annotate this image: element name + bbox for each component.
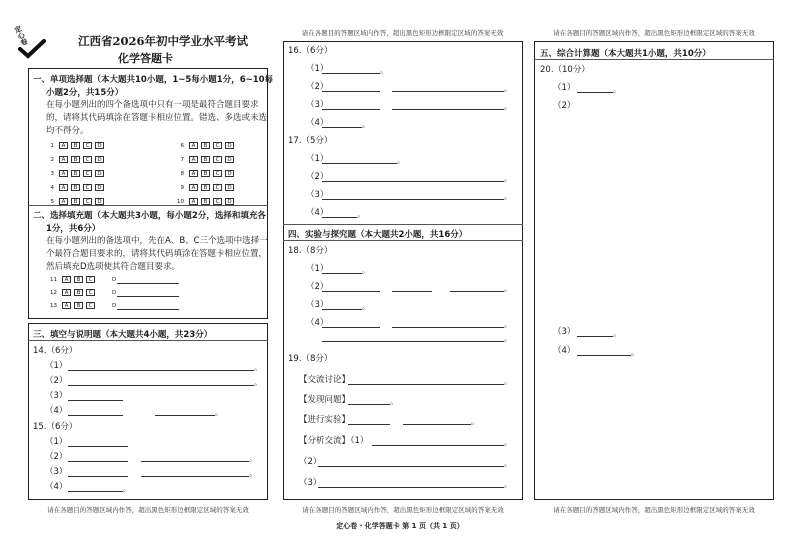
answer-line[interactable] (141, 476, 249, 477)
section1-desc-3: 均不得分。 (46, 126, 89, 136)
fill-choice-row[interactable] (45, 302, 116, 309)
q15-label: 15.（6分） (33, 422, 78, 432)
page-title: 江西省2026年初中学业水平考试 (78, 34, 249, 48)
answer-line[interactable] (318, 466, 504, 467)
bubble-b[interactable]: B (201, 198, 210, 205)
mc-number: 6 (180, 142, 184, 149)
answer-line[interactable] (403, 424, 471, 425)
period: 。 (504, 334, 512, 343)
bubble-d[interactable]: D (225, 156, 234, 163)
q19-label-discuss: 【交流讨论】 (299, 375, 351, 385)
bubble-d[interactable]: D (225, 142, 234, 149)
answer-line[interactable] (392, 327, 504, 328)
bubble-b[interactable]: B (201, 156, 210, 163)
answer-line[interactable] (322, 163, 397, 164)
bubble-b[interactable]: B (201, 142, 210, 149)
bubble-a[interactable]: A (59, 142, 68, 149)
bubble-d[interactable]: D (225, 198, 234, 205)
section3-heading: 三、填空与说明题（本大题共4小题，共23分） (33, 330, 213, 340)
bubble-c[interactable]: C (83, 184, 92, 191)
q15-item-1: （1） (45, 437, 68, 447)
answer-line[interactable] (117, 309, 179, 310)
bubble-c[interactable]: C (213, 142, 222, 149)
q16-item-2: （2） (306, 82, 329, 92)
q19-label: 19.（8分） (288, 354, 333, 364)
bubble-d[interactable]: D (225, 170, 234, 177)
answer-line[interactable] (68, 385, 254, 386)
period: 。 (357, 210, 365, 219)
section-divider (283, 240, 523, 241)
q19-sub-3: （3） (299, 478, 322, 488)
bottom-notice-col3: 请在各题目的答题区域内作答，超出黑色矩形边框限定区域的答案无效 (553, 506, 755, 514)
q18-item-2: （2） (306, 282, 329, 292)
answer-line[interactable] (155, 415, 215, 416)
answer-line[interactable] (372, 445, 504, 446)
q16-item-3: （3） (306, 100, 329, 110)
q20-item-4: （4） (553, 346, 576, 356)
bubble-b[interactable]: B (71, 156, 80, 163)
answer-line[interactable] (348, 384, 504, 385)
bubble-c[interactable]: C (213, 184, 222, 191)
page-subtitle: 化学答题卡 (118, 52, 173, 65)
answer-line[interactable] (68, 491, 123, 492)
seal-logo (14, 25, 44, 59)
period: 。 (249, 469, 257, 478)
answer-line[interactable] (68, 400, 123, 401)
q15-item-4: （4） (45, 482, 68, 492)
q19-sub-1: （1） (346, 436, 369, 446)
section1-heading-2: 小题2分，共15分） (46, 88, 124, 98)
answer-line[interactable] (577, 92, 613, 93)
period: 。 (613, 329, 621, 338)
bubble-b[interactable]: B (74, 302, 83, 309)
bubble-c[interactable]: C (213, 198, 222, 205)
period: 。 (249, 454, 257, 463)
q20-item-3: （3） (553, 327, 576, 337)
mc-row[interactable] (175, 170, 235, 177)
answer-line[interactable] (348, 404, 390, 405)
bubble-c[interactable]: C (213, 170, 222, 177)
period: 。 (123, 484, 131, 493)
q14-label: 14.（6分） (33, 346, 78, 356)
q14-item-4: （4） (45, 406, 68, 416)
bubble-a[interactable]: A (62, 289, 71, 296)
bubble-a[interactable]: A (62, 302, 71, 309)
bubble-b[interactable]: B (71, 170, 80, 177)
mc-number: 9 (180, 184, 184, 191)
bubble-a[interactable]: A (59, 184, 68, 191)
bubble-b[interactable]: B (201, 184, 210, 191)
mc-number: 3 (50, 170, 54, 177)
section2-heading-2: 1分，共6分） (46, 224, 101, 234)
mc-number: 12 (50, 289, 57, 296)
answer-line[interactable] (322, 217, 357, 218)
period: 。 (504, 459, 512, 468)
q18-item-1: （1） (306, 264, 329, 274)
answer-line[interactable] (318, 487, 504, 488)
period: 。 (504, 320, 512, 329)
bubble-b[interactable]: B (74, 276, 83, 283)
answer-line[interactable] (322, 327, 380, 328)
top-notice-col2: 请在各题目的答题区域内作答，超出黑色矩形边框限定区域的答案无效 (301, 29, 504, 37)
bubble-d[interactable]: D (95, 170, 104, 177)
period: 。 (631, 348, 639, 357)
period: 。 (362, 120, 370, 129)
q18-label: 18.（8分） (288, 246, 333, 256)
bubble-d[interactable]: D (95, 198, 104, 205)
top-notice-col3: 请在各题目的答题区域内作答，超出黑色矩形边框限定区域的答案无效 (553, 29, 755, 37)
answer-line[interactable] (348, 424, 390, 425)
section-divider (283, 224, 523, 225)
bottom-notice-col2: 请在各题目的答题区域内作答，超出黑色矩形边框限定区域的答案无效 (302, 506, 504, 514)
answer-line[interactable] (322, 109, 380, 110)
period: 。 (504, 84, 512, 93)
period: 。 (380, 66, 388, 75)
answer-line[interactable] (392, 291, 432, 292)
answer-line[interactable] (68, 415, 123, 416)
bubble-b[interactable]: B (71, 198, 80, 205)
q20-item-1: （1） (553, 83, 576, 93)
mc-row[interactable] (175, 142, 235, 149)
q14-item-3: （3） (45, 391, 68, 401)
answer-line[interactable] (392, 91, 504, 92)
period: 。 (504, 480, 512, 489)
bubble-d[interactable]: D (95, 184, 104, 191)
section1-heading-1: 一、单项选择题（本大题共10小题，1~5每小题1分，6~10每 (33, 75, 274, 85)
answer-line[interactable] (68, 461, 128, 462)
answer-line[interactable] (322, 273, 362, 274)
mc-number: 2 (50, 156, 54, 163)
bubble-c[interactable]: C (213, 156, 222, 163)
answer-line[interactable] (322, 127, 362, 128)
period: 。 (471, 417, 479, 426)
answer-line[interactable] (450, 291, 504, 292)
q17-item-4: （4） (306, 208, 329, 218)
section2-desc-1: 在每小题列出的备选项中，先在A、B、C三个选项中选择一 (46, 236, 268, 246)
answer-line[interactable] (322, 309, 362, 310)
bubble-c[interactable]: C (83, 142, 92, 149)
q14-item-1: （1） (45, 361, 68, 371)
section2-desc-2: 个最符合题目要求的，请将其代码填涂在答题卡相应位置， (46, 249, 268, 259)
q17-item-1: （1） (306, 154, 329, 164)
q15-item-2: （2） (45, 452, 68, 462)
section4-heading: 四、实验与探究题（本大题共2小题，共16分） (288, 230, 468, 240)
bubble-c[interactable]: C (83, 198, 92, 205)
q17-item-2: （2） (306, 172, 329, 182)
section5-heading: 五、综合计算题（本大题共1小题，共10分） (540, 49, 711, 59)
mc-row[interactable] (45, 198, 105, 205)
bubble-c[interactable]: C (86, 302, 95, 309)
fill-choice-row[interactable] (45, 289, 116, 296)
answer-line[interactable] (141, 461, 249, 462)
q14-item-2: （2） (45, 376, 68, 386)
mc-row[interactable] (175, 184, 235, 191)
bubble-a[interactable]: A (189, 142, 198, 149)
section1-desc-1: 在每小题列出的四个备选项中只有一项是最符合题目要求 (46, 100, 259, 110)
answer-line[interactable] (322, 341, 504, 342)
bubble-c[interactable]: C (83, 170, 92, 177)
answer-line[interactable] (117, 296, 179, 297)
seal-text: 定心卷 (12, 23, 30, 47)
period: 。 (504, 377, 512, 386)
q19-label-exp: 【进行实验】 (299, 415, 351, 425)
answer-line[interactable] (322, 291, 380, 292)
q20-label: 20.（10分） (540, 65, 590, 75)
section1-desc-2: 的，请将其代码填涂在答题卡相应位置。错选、多选或未选 (46, 113, 268, 123)
mc-row[interactable] (175, 198, 235, 205)
q18-item-4: （4） (306, 318, 329, 328)
answer-line[interactable] (577, 355, 631, 356)
bubble-a[interactable]: A (189, 184, 198, 191)
q16-item-1: （1） (306, 64, 329, 74)
period: 。 (613, 85, 621, 94)
section2-desc-3: 然后填充D选项使其符合题目要求。 (46, 262, 181, 272)
q17-label: 17.（5分） (288, 136, 333, 146)
mc-number: 13 (50, 302, 57, 309)
q15-item-3: （3） (45, 467, 68, 477)
period: 。 (504, 102, 512, 111)
q19-sub-2: （2） (299, 457, 322, 467)
answer-line[interactable] (322, 91, 380, 92)
bubble-a[interactable]: A (59, 156, 68, 163)
bubble-c[interactable]: C (83, 156, 92, 163)
period: 。 (254, 363, 262, 372)
answer-line[interactable] (392, 109, 504, 110)
period: 。 (397, 156, 405, 165)
period: 。 (215, 408, 223, 417)
period: 。 (504, 284, 512, 293)
mc-number: 1 (50, 142, 54, 149)
q19-label-analysis: 【分析交流】 (299, 436, 351, 446)
mc-number: 7 (180, 156, 184, 163)
bubble-d[interactable]: D (95, 142, 104, 149)
bubble-a[interactable]: A (189, 170, 198, 177)
mc-number: 4 (50, 184, 54, 191)
mc-number: 8 (180, 170, 184, 177)
bottom-notice-col1: 请在各题目的答题区域内作答，超出黑色矩形边框限定区域的答案无效 (47, 506, 249, 514)
period: 。 (504, 438, 512, 447)
mc-number: 11 (50, 276, 57, 283)
section-divider (534, 59, 774, 60)
answer-line[interactable] (68, 476, 128, 477)
period: 。 (362, 266, 370, 275)
bubble-a[interactable]: A (62, 276, 71, 283)
answer-line[interactable] (322, 73, 380, 74)
q20-item-2: （2） (553, 101, 576, 111)
mc-number: 10 (177, 198, 184, 205)
section-divider (28, 340, 268, 341)
mc-row[interactable] (175, 156, 235, 163)
fill-choice-row[interactable] (45, 276, 116, 283)
mc-row[interactable] (45, 184, 105, 191)
d-label: D (112, 289, 117, 296)
d-label: D (112, 302, 117, 309)
section-divider (28, 205, 268, 206)
answer-line[interactable] (322, 181, 504, 182)
answer-line[interactable] (577, 336, 613, 337)
mc-row[interactable] (45, 156, 105, 163)
period: 。 (390, 397, 398, 406)
mc-row[interactable] (45, 142, 105, 149)
answer-line[interactable] (68, 370, 254, 371)
bubble-b[interactable]: B (74, 289, 83, 296)
d-label: D (112, 276, 117, 283)
bubble-a[interactable]: A (189, 198, 198, 205)
period: 。 (362, 302, 370, 311)
mc-number: 5 (50, 198, 54, 205)
section2-heading-1: 二、选择填充题（本大题共3小题，每小题2分，选择和填充各 (33, 211, 266, 221)
bubble-b[interactable]: B (71, 142, 80, 149)
answer-line[interactable] (68, 446, 128, 447)
bubble-a[interactable]: A (189, 156, 198, 163)
bubble-c[interactable]: C (86, 289, 95, 296)
bubble-b[interactable]: B (201, 170, 210, 177)
bubble-b[interactable]: B (71, 184, 80, 191)
check-icon (18, 39, 46, 59)
bubble-a[interactable]: A (59, 170, 68, 177)
q18-item-3: （3） (306, 300, 329, 310)
q16-item-4: （4） (306, 118, 329, 128)
bubble-a[interactable]: A (59, 198, 68, 205)
bubble-d[interactable]: D (225, 184, 234, 191)
period: 。 (254, 378, 262, 387)
footer-page-info: 定心卷 · 化学答题卡 第 1 页（共 1 页） (336, 522, 464, 530)
mc-row[interactable] (45, 170, 105, 177)
bubble-c[interactable]: C (86, 276, 95, 283)
answer-line[interactable] (322, 199, 504, 200)
bubble-d[interactable]: D (95, 156, 104, 163)
q16-label: 16.（6分） (288, 46, 333, 56)
q17-item-3: （3） (306, 190, 329, 200)
q19-label-find: 【发现问题】 (299, 395, 351, 405)
answer-line[interactable] (117, 283, 179, 284)
period: 。 (504, 192, 512, 201)
period: 。 (504, 174, 512, 183)
